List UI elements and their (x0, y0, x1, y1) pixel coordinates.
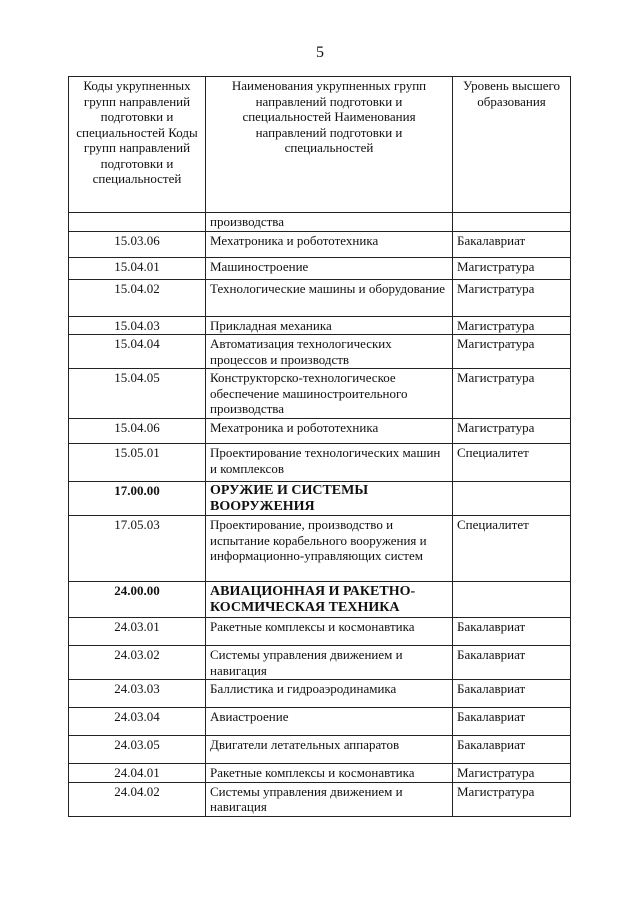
row-code: 15.04.04 (69, 335, 206, 369)
row-level (453, 482, 571, 516)
row-name: Ракетные комплексы и космонавтика (206, 764, 453, 783)
row-code: 15.04.06 (69, 419, 206, 444)
table-row (69, 646, 571, 680)
row-level: Специалитет (453, 516, 571, 582)
row-name: Баллистика и гидроаэродинамика (206, 680, 453, 708)
row-name: Мехатроника и робототехника (206, 419, 453, 444)
row-name: Автоматизация технологических процессов и производств (206, 335, 453, 369)
row-level: Магистратура (453, 279, 571, 316)
row-name: производства (206, 213, 453, 232)
row-level: Магистратура (453, 257, 571, 279)
row-level: Бакалавриат (453, 618, 571, 646)
row-name: Системы управления движением и навигация (206, 646, 453, 680)
row-level: Магистратура (453, 316, 571, 335)
table-row (69, 444, 571, 482)
row-level: Бакалавриат (453, 736, 571, 764)
row-code: 24.04.02 (69, 782, 206, 816)
directions-table (68, 76, 571, 817)
row-name: Мехатроника и робототехника (206, 231, 453, 257)
row-code: 24.04.01 (69, 764, 206, 783)
row-level: Специалитет (453, 444, 571, 482)
row-level: Бакалавриат (453, 680, 571, 708)
row-name: Проектирование технологических машин и комплексов (206, 444, 453, 482)
row-code: 15.04.03 (69, 316, 206, 335)
page-number: 5 (316, 44, 324, 61)
row-code: 17.05.03 (69, 516, 206, 582)
row-level: Бакалавриат (453, 708, 571, 736)
row-code: 15.03.06 (69, 231, 206, 257)
row-level (453, 582, 571, 618)
row-code: 24.03.05 (69, 736, 206, 764)
row-name: Прикладная механика (206, 316, 453, 335)
table-body (69, 213, 571, 817)
row-name: Конструкторско-технологическое обеспечение машиностроительного производства (206, 369, 453, 419)
row-name: Системы управления движением и навигация (206, 782, 453, 816)
row-code: 24.03.01 (69, 618, 206, 646)
row-code: 24.03.02 (69, 646, 206, 680)
row-name: Ракетные комплексы и космонавтика (206, 618, 453, 646)
header-names: Наименования укрупненных групп направлений подготовки и специальностей Наименования направлений подготовки и специальностей (206, 77, 453, 213)
row-name: Авиастроение (206, 708, 453, 736)
row-code: 24.03.04 (69, 708, 206, 736)
table-row (69, 335, 571, 369)
group-row (69, 482, 571, 516)
table-row (69, 419, 571, 444)
table-row (69, 736, 571, 764)
row-level: Магистратура (453, 335, 571, 369)
row-code: 15.04.01 (69, 257, 206, 279)
row-level: Магистратура (453, 419, 571, 444)
table-row (69, 516, 571, 582)
table-row (69, 764, 571, 783)
row-level: Бакалавриат (453, 646, 571, 680)
row-name: АВИАЦИОННАЯ И РАКЕТНО-КОСМИЧЕСКАЯ ТЕХНИКА (206, 582, 453, 618)
table-row (69, 618, 571, 646)
row-code: 15.04.02 (69, 279, 206, 316)
row-code: 24.03.03 (69, 680, 206, 708)
table-row (69, 782, 571, 816)
table-row (69, 316, 571, 335)
row-name: Двигатели летательных аппаратов (206, 736, 453, 764)
table-header-row (69, 77, 571, 213)
table-row (69, 369, 571, 419)
row-level: Магистратура (453, 369, 571, 419)
row-code: 15.05.01 (69, 444, 206, 482)
table-row (69, 213, 571, 232)
row-name: ОРУЖИЕ И СИСТЕМЫ ВООРУЖЕНИЯ (206, 482, 453, 516)
row-code: 15.04.05 (69, 369, 206, 419)
header-codes: Коды укрупненных групп направлений подготовки и специальностей Коды групп направлений подготовки и специальностей (69, 77, 206, 213)
table-row (69, 708, 571, 736)
table-row (69, 279, 571, 316)
row-level: Магистратура (453, 782, 571, 816)
row-name: Машиностроение (206, 257, 453, 279)
group-row (69, 582, 571, 618)
row-name: Проектирование, производство и испытание корабельного вооружения и информационно-управляющих систем (206, 516, 453, 582)
header-level: Уровень высшего образования (453, 77, 571, 213)
table-row (69, 231, 571, 257)
row-code: 17.00.00 (69, 482, 206, 516)
row-level: Магистратура (453, 764, 571, 783)
row-level: Бакалавриат (453, 231, 571, 257)
table-row (69, 680, 571, 708)
row-name: Технологические машины и оборудование (206, 279, 453, 316)
row-code: 24.00.00 (69, 582, 206, 618)
row-code (69, 213, 206, 232)
row-level (453, 213, 571, 232)
table-row (69, 257, 571, 279)
